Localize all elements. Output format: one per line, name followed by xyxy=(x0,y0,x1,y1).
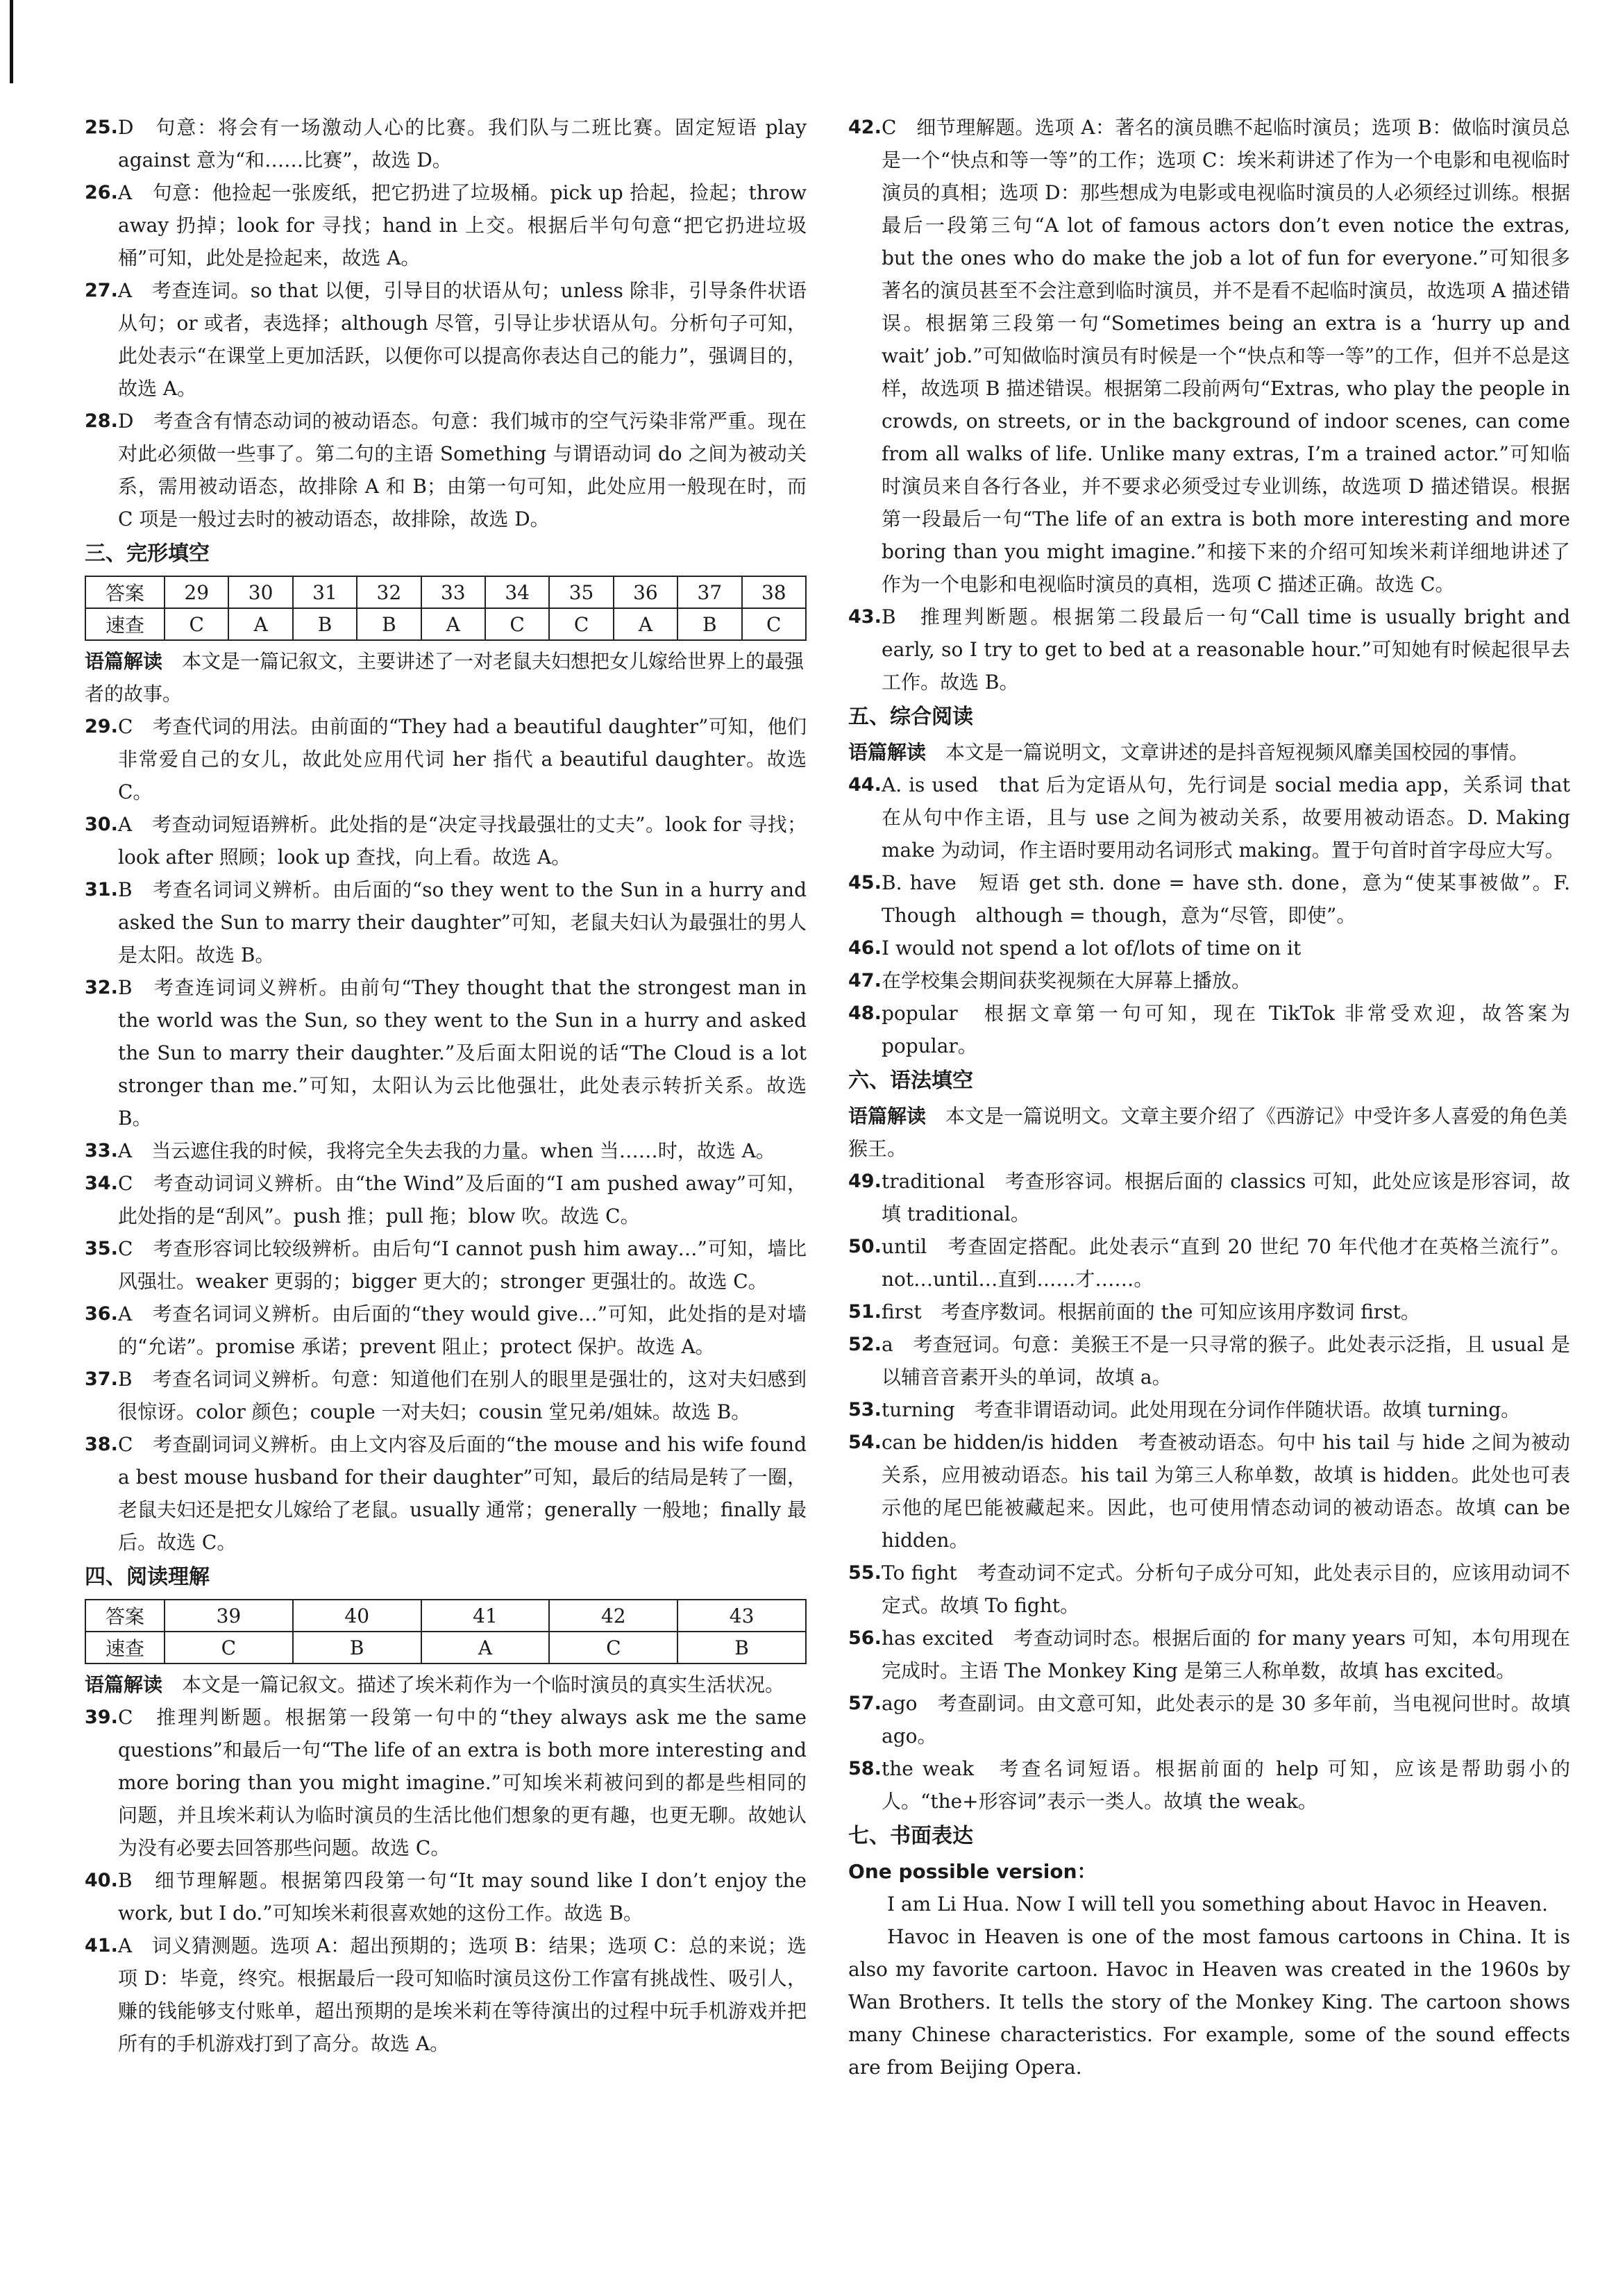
answer-item: 49. traditional 考查形容词。根据后面的 classics 可知，此处应该是形容词，故填 traditional。 xyxy=(848,1170,1570,1225)
answer-item: 27. A 考查连词。so that 以便，引导目的状语从句；unless 除非，引导条件状语从句；or 或者，表选择；although 尽管，引导让步状语从句。分析句子可知，此处表示“在课堂上更加活跃，以便你可以提高你表达自己的能力”，强调目的，故选 A。 xyxy=(85,279,807,400)
answer-item: 46. I would not spend a lot of/lots of time on it xyxy=(848,937,1302,960)
answer-item: 52. a 考查冠词。句意：美猴王不是一只寻常的猴子。此处表示泛指，且 usual 是以辅音音素开头的单词，故填 a。 xyxy=(848,1333,1570,1389)
answer-item: 40. B 细节理解题。根据第四段第一句“It may sound like I don’t enjoy the work, but I do.”可知埃米莉很喜欢她的这份工作。故选 B。 xyxy=(85,1869,807,1925)
answer-item: 38. C 考查副词词义辨析。由上文内容及后面的“the mouse and his wife found a best mouse husband for their daughter”可知，最后的结局是转了一圈，老鼠夫妇还是把女儿嫁给了老鼠。usually 通常；generally 一般地；finally 最后。故选 C。 xyxy=(85,1433,807,1554)
answer-item: 57. ago 考查副词。由文意可知，此处表示的是 30 多年前，当电视问世时。故填 ago。 xyxy=(848,1692,1570,1748)
table-cell: 37 xyxy=(677,576,741,608)
table-cell: C xyxy=(485,608,549,640)
table-cell: B xyxy=(357,608,421,640)
answer-item: 32. B 考查连词词义辨析。由前句“They thought that the strongest man in the world was the Sun, so they went to the Sun in a hurry and asked the Sun to marry their daughter.”及后面太阳说的话“The Cloud is a lot stronger than me.”可知，太阳认为云比他强壮，此处表示转折关系。故选 B。 xyxy=(85,976,807,1130)
table-cell: C xyxy=(165,608,228,640)
right-column xyxy=(848,111,1590,2084)
table-cell: B xyxy=(677,608,741,640)
text-analysis: 语篇解读 本文是一篇说明文，文章讲述的是抖音短视频风靡美国校园的事情。 xyxy=(848,741,1529,764)
answer-item: 55. To fight 考查动词不定式。分析句子成分可知，此处表示目的，应该用动词不定式。故填 To fight。 xyxy=(848,1561,1570,1617)
text-analysis: 语篇解读 本文是一篇记叙文，主要讲述了一对老鼠夫妇想把女儿嫁给世界上的最强者的故事。 xyxy=(85,650,805,705)
table-cell: 31 xyxy=(293,576,357,608)
essay-paragraph: I am Li Hua. Now I will tell you something about Havoc in Heaven. xyxy=(887,1893,1549,1916)
left-column xyxy=(85,111,807,2060)
section-title-cloze: 三、完形填空 xyxy=(85,542,210,566)
answer-item: 41. A 词义猜测题。选项 A：超出预期的；选项 B：结果；选项 C：总的来说；选项 D：毕竟，终究。根据最后一段可知临时演员这份工作富有挑战性、吸引人，赚的钱能够支付账单，超出预期的是埃米莉在等待演出的过程中玩手机游戏并把所有的手机游戏打到了高分。故选 A。 xyxy=(85,1934,807,2055)
cloze-answers-group xyxy=(85,710,807,1559)
answer-item: 30. A 考查动词短语辨析。此处指的是“决定寻找最强壮的丈夫”。look for 寻找；look after 照顾；look up 查找，向上看。故选 A。 xyxy=(85,813,807,869)
table-header-cell: 答案 xyxy=(85,576,165,608)
sample-essay xyxy=(848,1888,1570,2084)
answer-item: 34. C 考查动词词义辨析。由“the Wind”及后面的“I am pushed away”可知，此处指的是“刮风”。push 推；pull 拖；blow 吹。故选 C。 xyxy=(85,1172,807,1227)
table-cell: 39 xyxy=(165,1600,293,1632)
answer-item: 43. B 推理判断题。根据第二段最后一句“Call time is usually bright and early, so I try to get to bed at a reasonable hour.”可知她有时候起很早去工作。故选 B。 xyxy=(848,605,1570,694)
answer-item: 39. C 推理判断题。根据第一段第一句中的“they always ask me the same questions”和最后一句“The life of an extra is both more interesting and more boring than you might imagine.”可知埃米莉被问到的都是些相同的问题，并且埃米莉认为临时演员的生活比他们想象的更有趣，也更无聊。故她认为没有必要去回答那些问题。故选 C。 xyxy=(85,1706,807,1859)
table-cell: 42 xyxy=(549,1600,677,1632)
table-cell: 40 xyxy=(293,1600,421,1632)
table-cell: 41 xyxy=(421,1600,550,1632)
table-header-cell: 答案 xyxy=(85,1600,165,1632)
grammar-fill-answers-group xyxy=(848,1165,1570,1818)
answer-item: 31. B 考查名词词义辨析。由后面的“so they went to the Sun in a hurry and asked the Sun to marry their daughter”可知，老鼠夫妇认为最强壮的男人是太阳。故选 B。 xyxy=(85,878,807,966)
answer-item: 35. C 考查形容词比较级辨析。由后句“I cannot push him away…”可知，墙比风强壮。weaker 更弱的；bigger 更大的；stronger 更强壮的。故选 C。 xyxy=(85,1237,807,1293)
table-cell: A xyxy=(228,608,292,640)
table-row xyxy=(85,608,806,640)
table-cell: A xyxy=(421,1632,550,1664)
section-title-writing: 七、书面表达 xyxy=(848,1824,973,1848)
table-cell: C xyxy=(165,1632,293,1664)
cloze-answer-table xyxy=(85,576,807,641)
answer-item: 51. first 考查序数词。根据前面的 the 可知应该用序数词 first。 xyxy=(848,1300,1420,1323)
answer-item: 36. A 考查名词词义辨析。由后面的“they would give…”可知，此处指的是对墙的“允诺”。promise 承诺；prevent 阻止；protect 保护。故选 A。 xyxy=(85,1302,807,1358)
answer-item: 47. 在学校集会期间获奖视频在大屏幕上播放。 xyxy=(848,969,1252,992)
table-cell: B xyxy=(293,608,357,640)
answer-item: 48. popular 根据文章第一句可知，现在 TikTok 非常受欢迎，故答案为 popular。 xyxy=(848,1002,1570,1057)
table-cell: B xyxy=(677,1632,806,1664)
answer-item: 25. D 句意：将会有一场激动人心的比赛。我们队与二班比赛。固定短语 play against 意为“和……比赛”，故选 D。 xyxy=(85,116,807,171)
section-title-reading: 四、阅读理解 xyxy=(85,1565,210,1589)
table-cell: 34 xyxy=(485,576,549,608)
table-cell: C xyxy=(549,1632,677,1664)
answer-item: 56. has excited 考查动词时态。根据后面的 for many years 可知，本句用现在完成时。主语 The Monkey King 是第三人称单数，故填 has excited。 xyxy=(848,1627,1570,1682)
table-cell: 35 xyxy=(549,576,613,608)
sample-essay-label: One possible version： xyxy=(848,1860,1097,1883)
answer-item: 54. can be hidden/is hidden 考查被动语态。句中 his tail 与 hide 之间为被动关系，应用被动语态。his tail 为第三人称单数，故填 is hidden。此处也可表示他的尾巴能被藏起来。因此，也可使用情态动词的被动语态。故填 can be hidden。 xyxy=(848,1431,1570,1552)
table-header-cell: 速查 xyxy=(85,1632,165,1664)
answer-item: 50. until 考查固定搭配。此处表示“直到 20 世纪 70 年代他才在英格兰流行”。not…until…直到……才……。 xyxy=(848,1235,1570,1291)
table-row xyxy=(85,1600,806,1632)
table-cell: C xyxy=(742,608,806,640)
table-cell: 38 xyxy=(742,576,806,608)
answer-item: 29. C 考查代词的用法。由前面的“They had a beautiful daughter”可知，他们非常爱自己的女儿，故此处应用代词 her 指代 a beautiful daughter。故选 C。 xyxy=(85,715,807,803)
answer-item: 58. the weak 考查名词短语。根据前面的 help 可知，应该是帮助弱小的人。“the+形容词”表示一类人。故填 the weak。 xyxy=(848,1757,1570,1813)
reading-answers-group xyxy=(85,1701,807,2060)
table-row xyxy=(85,576,806,608)
table-header-cell: 速查 xyxy=(85,608,165,640)
table-cell: B xyxy=(293,1632,421,1664)
table-cell: A xyxy=(421,608,485,640)
answer-item: 53. turning 考查非谓语动词。此处用现在分词作伴随状语。故填 turning。 xyxy=(848,1398,1521,1421)
answer-item: 45. B. have 短语 get sth. done = have sth. done，意为“使某事被做”。F. Though although = though，意为“尽管，即使”。 xyxy=(848,871,1570,927)
grammar-answers-group xyxy=(85,111,807,535)
comprehensive-answers-group xyxy=(848,769,1590,1062)
answer-item: 37. B 考查名词词义辨析。句意：知道他们在别人的眼里是强壮的，这对夫妇感到很惊讶。color 颜色；couple 一对夫妇；cousin 堂兄弟/姐妹。故选 B。 xyxy=(85,1368,807,1423)
reading-answers-group-cont xyxy=(848,111,1570,698)
table-cell: A xyxy=(614,608,677,640)
section-title-comprehensive-reading: 五、综合阅读 xyxy=(848,705,973,729)
answer-item: 44. A. is used that 后为定语从句，先行词是 social media app，关系词 that 在从句中作主语，且与 use 之间为被动关系，故要用被动语态。D. Making make 为动词，作主语时要用动名词形式 making。置于句首时首字母应大写。 xyxy=(848,773,1590,862)
essay-paragraph: Havoc in Heaven is one of the most famous cartoons in China. It is also my favorite cartoon. Havoc in Heaven was created in the 1960s by Wan Brothers. It tells the story of the Monkey King. The cartoon shows many Chinese characteristics. For example, some of the sound effects are from Beijing Opera. xyxy=(848,1925,1570,2079)
answer-item: 33. A 当云遮住我的时候，我将完全失去我的力量。when 当……时，故选 A。 xyxy=(85,1139,775,1162)
table-cell: 29 xyxy=(165,576,228,608)
section-title-grammar-fill: 六、语法填空 xyxy=(848,1069,973,1093)
table-cell: 33 xyxy=(421,576,485,608)
table-cell: 32 xyxy=(357,576,421,608)
text-analysis: 语篇解读 本文是一篇说明文。文章主要介绍了《西游记》中受许多人喜爱的角色美猴王。 xyxy=(848,1105,1568,1160)
answer-item: 26. A 句意：他捡起一张废纸，把它扔进了垃圾桶。pick up 拾起，捡起；throw away 扔掉；look for 寻找；hand in 上交。根据后半句句意“把它扔进垃圾桶”可知，此处是捡起来，故选 A。 xyxy=(85,181,807,269)
table-row xyxy=(85,1632,806,1664)
table-cell: 36 xyxy=(614,576,677,608)
table-cell: C xyxy=(549,608,613,640)
table-cell: 43 xyxy=(677,1600,806,1632)
text-analysis: 语篇解读 本文是一篇记叙文。描述了埃米莉作为一个临时演员的真实生活状况。 xyxy=(85,1673,785,1696)
answer-item: 28. D 考查含有情态动词的被动语态。句意：我们城市的空气污染非常严重。现在对此必须做一些事了。第二句的主语 Something 与谓语动词 do 之间为被动关系，需用被动语态，故排除 A 和 B；由第一句可知，此处应用一般现在时，而 C 项是一般过去时的被动语态，故排除，故选 D。 xyxy=(85,410,807,530)
binding-mark xyxy=(10,0,13,83)
table-cell: 30 xyxy=(228,576,292,608)
answer-item: 42. C 细节理解题。选项 A：著名的演员瞧不起临时演员；选项 B：做临时演员总是一个“快点和等一等”的工作；选项 C：埃米莉讲述了作为一个电影和电视临时演员的真相；选项 D：那些想成为电影或电视临时演员的人必须经过训练。根据最后一段第三句“A lot of famous actors don’t even notice the extras, but the ones who do make the job a lot of fun for everyone.”可知很多著名的演员甚至不会注意到临时演员，并不是看不起临时演员，故选项 A 描述错误。根据第三段第一句“Sometimes being an extra is a ‘hurry up and wait’ job.”可知做临时演员有时候是一个“快点和等一等”的工作，但并不总是这样，故选项 B 描述错误。根据第二段前两句“Extras, who play the people in crowds, on streets, or in the background of indoor scenes, can come from all walks of life. Unlike many extras, I’m a trained actor.”可知临时演员来自各行各业，并不要求必须受过专业训练，故选项 D 描述错误。根据第一段最后一句“The life of an extra is both more interesting and more boring than you might imagine.”和接下来的介绍可知埃米莉详细地讲述了作为一个电影和电视临时演员的真相，选项 C 描述正确。故选 C。 xyxy=(848,116,1570,596)
reading-answer-table xyxy=(85,1599,807,1664)
